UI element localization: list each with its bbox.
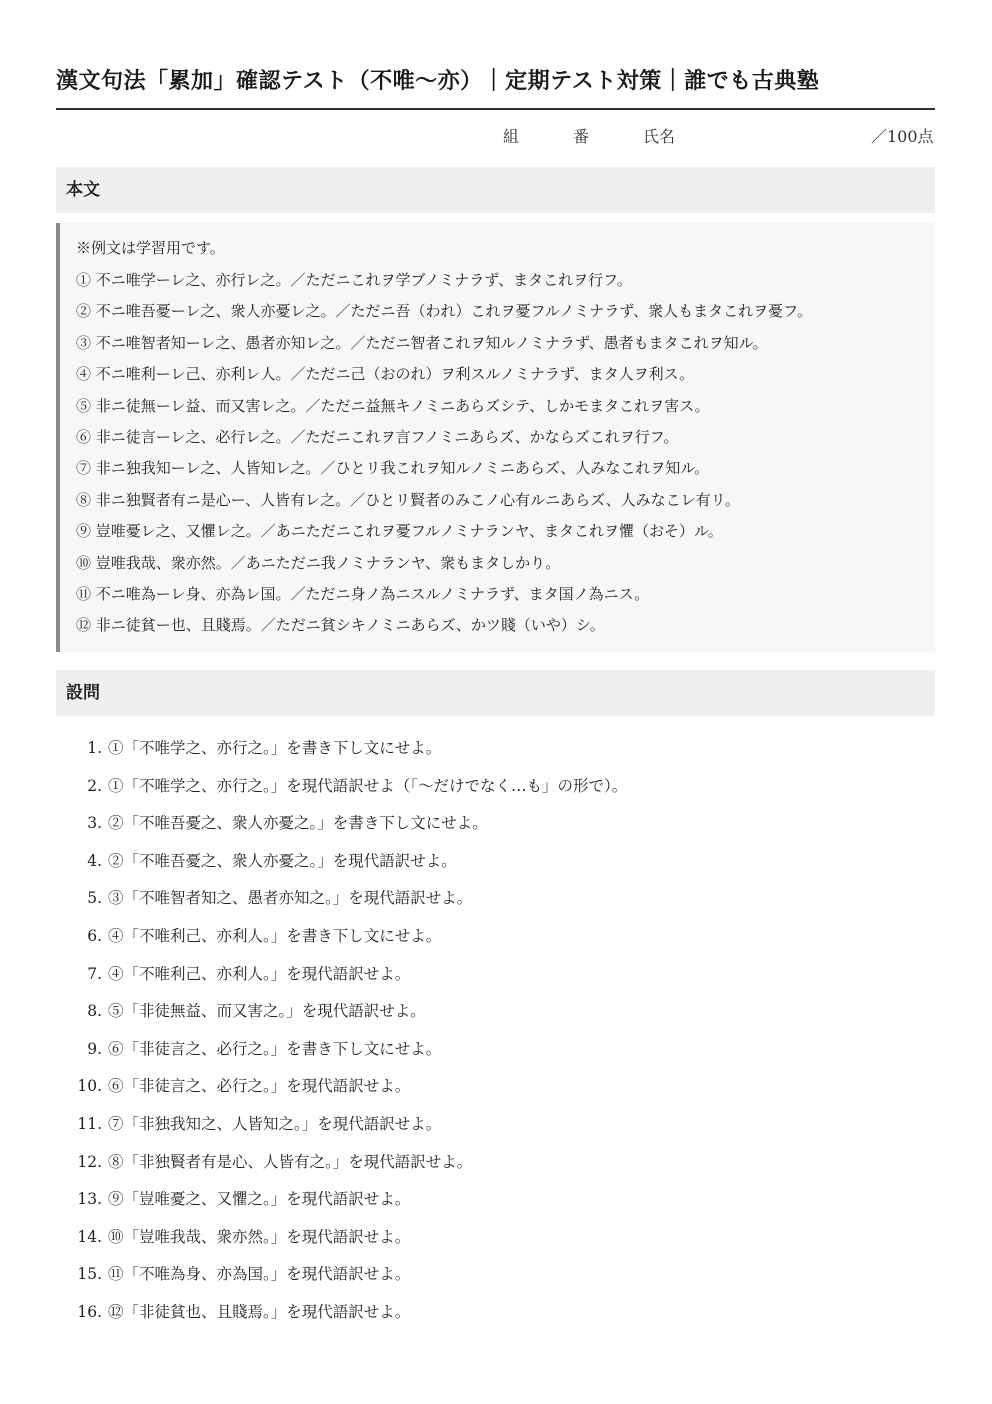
question-item bbox=[56, 1031, 627, 1069]
question-item bbox=[56, 1068, 627, 1106]
example-item: ⑫ 非ニ徒貧ー也、且賤焉。／ただニ貧シキノミニあらズ、かツ賤（いや）シ。 bbox=[76, 616, 605, 635]
question-item bbox=[56, 768, 627, 806]
example-item: ⑨ 豈唯憂レ之、又懼レ之。／あニただニこれヲ憂フルノミナランヤ、まタこれヲ懼（おそ）ル。 bbox=[76, 522, 723, 541]
question-text: ⑪「不唯為身、亦為国。」を現代語訳せよ。 bbox=[108, 1265, 411, 1284]
question-text: ③「不唯智者知之、愚者亦知之。」を現代語訳せよ。 bbox=[108, 889, 473, 908]
question-text: ⑥「非徒言之、必行之。」を書き下し文にせよ。 bbox=[108, 1039, 442, 1058]
question-item bbox=[56, 843, 627, 881]
question-text: ④「不唯利己、亦利人。」を現代語訳せよ。 bbox=[108, 964, 411, 983]
honbun-heading: 本文 bbox=[56, 167, 935, 213]
example-item: ⑧ 非ニ独賢者有ニ是心ー、人皆有レ之。／ひとリ賢者のみこノ心有ルニあらズ、人みなこレ有リ。 bbox=[76, 490, 740, 509]
question-item bbox=[56, 730, 627, 768]
score-label: ／100点 bbox=[871, 127, 934, 146]
question-text: ⑧「非独賢者有是心、人皆有之。」を現代語訳せよ。 bbox=[108, 1152, 473, 1171]
question-number: 16. bbox=[77, 1302, 102, 1321]
example-item: ⑥ 非ニ徒言ーレ之、必行レ之。／ただニこれヲ言フノミニあらズ、かならズこれヲ行フ。 bbox=[76, 427, 679, 446]
question-number: 7. bbox=[87, 964, 102, 983]
question-number: 5. bbox=[87, 889, 102, 908]
title-rule bbox=[56, 108, 935, 110]
example-item: ⑤ 非ニ徒無ーレ益、而又害レ之。／ただニ益無キノミニあらズシテ、しかモまタこれヲ害ス。 bbox=[76, 396, 710, 415]
question-item bbox=[56, 1144, 627, 1182]
question-list bbox=[56, 730, 627, 1332]
example-item: ① 不ニ唯学ーレ之、亦行レ之。／ただニこれヲ学ブノミナラず、まタこれヲ行フ。 bbox=[76, 271, 632, 289]
example-list bbox=[76, 265, 812, 642]
example-item: ② 不ニ唯吾憂ーレ之、衆人亦憂レ之。／ただニ吾（われ）これヲ憂フルノミナラず、衆人もまタこれヲ憂フ。 bbox=[76, 302, 812, 321]
question-number: 14. bbox=[77, 1227, 102, 1246]
name-label: 氏名 bbox=[643, 127, 676, 146]
question-text: ⑨「豈唯憂之、又懼之。」を現代語訳せよ。 bbox=[108, 1190, 411, 1209]
question-item bbox=[56, 956, 627, 994]
question-item bbox=[56, 880, 627, 918]
question-text: ①「不唯学之、亦行之。」を現代語訳せよ（「〜だけでなく…も」の形で）。 bbox=[108, 776, 628, 795]
number-label: 番 bbox=[573, 127, 590, 146]
question-item bbox=[56, 1181, 627, 1219]
question-text: ②「不唯吾憂之、衆人亦憂之。」を書き下し文にせよ。 bbox=[108, 814, 488, 833]
student-info-row bbox=[56, 124, 935, 146]
question-number: 8. bbox=[87, 1002, 102, 1021]
example-text-box bbox=[56, 223, 935, 652]
question-item bbox=[56, 918, 627, 956]
question-text: ⑥「非徒言之、必行之。」を現代語訳せよ。 bbox=[108, 1077, 411, 1096]
question-text: ②「不唯吾憂之、衆人亦憂之。」を現代語訳せよ。 bbox=[108, 851, 457, 870]
example-item: ⑩ 豈唯我哉、衆亦然。／あニただニ我ノミナランヤ、衆もまタしかり。 bbox=[76, 553, 561, 572]
question-number: 15. bbox=[77, 1265, 102, 1284]
question-text: ⑫「非徒貧也、且賤焉。」を現代語訳せよ。 bbox=[108, 1302, 411, 1321]
question-text: ①「不唯学之、亦行之。」を書き下し文にせよ。 bbox=[108, 739, 442, 757]
question-number: 6. bbox=[87, 926, 102, 945]
question-text: ⑤「非徒無益、而又害之。」を現代語訳せよ。 bbox=[108, 1002, 426, 1021]
question-number: 3. bbox=[87, 814, 102, 833]
example-item: ⑪ 不ニ唯為ーレ身、亦為レ国。／ただニ身ノ為ニスルノミナラず、まタ国ノ為ニス。 bbox=[76, 584, 650, 603]
question-number: 12. bbox=[77, 1152, 102, 1171]
question-number: 9. bbox=[87, 1039, 102, 1058]
question-item bbox=[56, 1219, 627, 1257]
example-item: ④ 不ニ唯利ーレ己、亦利レ人。／ただニ己（おのれ）ヲ利スルノミナラず、まタ人ヲ利ス。 bbox=[76, 365, 695, 384]
question-item bbox=[56, 1256, 627, 1294]
setsumon-heading: 設問 bbox=[56, 670, 935, 716]
question-text: ⑩「豈唯我哉、衆亦然。」を現代語訳せよ。 bbox=[108, 1227, 411, 1246]
question-number: 13. bbox=[77, 1190, 102, 1209]
question-item bbox=[56, 1294, 627, 1332]
note-text: ※例文は学習用です。 bbox=[76, 239, 225, 257]
question-number: 10. bbox=[77, 1077, 102, 1096]
question-item bbox=[56, 1106, 627, 1144]
example-item: ⑦ 非ニ独我知ーレ之、人皆知レ之。／ひとリ我これヲ知ルノミニあらズ、人みなこれヲ知ル。 bbox=[76, 459, 710, 478]
question-number: 2. bbox=[87, 776, 102, 795]
question-number: 1. bbox=[87, 739, 102, 757]
question-number: 11. bbox=[77, 1114, 102, 1133]
page-title: 漢文句法「累加」確認テスト（不唯〜亦）｜定期テスト対策｜誰でも古典塾 bbox=[56, 68, 820, 94]
example-item: ③ 不ニ唯智者知ーレ之、愚者亦知レ之。／ただニ智者これヲ知ルノミナラず、愚者もまタこれヲ知ル。 bbox=[76, 333, 768, 352]
question-item bbox=[56, 993, 627, 1031]
class-label: 組 bbox=[503, 127, 520, 146]
question-number: 4. bbox=[87, 851, 102, 870]
question-text: ⑦「非独我知之、人皆知之。」を現代語訳せよ。 bbox=[108, 1114, 442, 1133]
question-item bbox=[56, 805, 627, 843]
question-text: ④「不唯利己、亦利人。」を書き下し文にせよ。 bbox=[108, 926, 442, 945]
